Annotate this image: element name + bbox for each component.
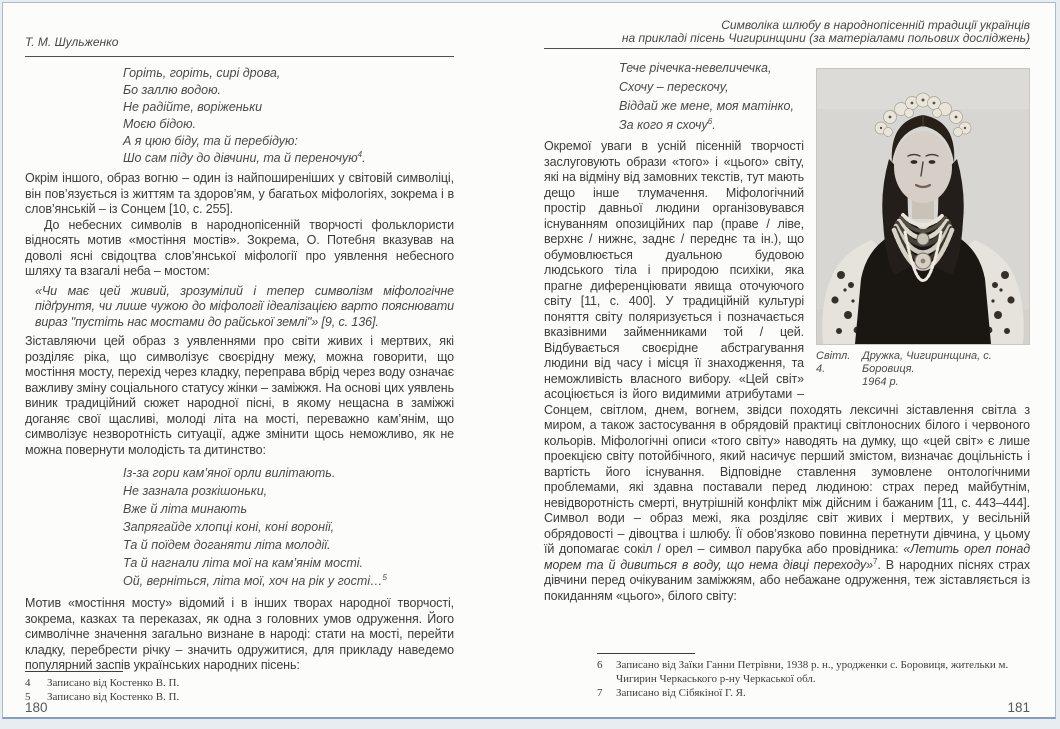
running-head-title-wrap <box>544 19 1030 49</box>
footnote-text: Записано від Костенко В. П. <box>47 691 180 703</box>
poem-line: За кого я схочу$^6$. <box>619 116 716 132</box>
photo-caption <box>816 350 1030 389</box>
footnote-ref-7: 7 <box>873 556 878 566</box>
paragraph-bridge-meaning: Зіставляючи цей образ з уявленнями про світи живих і мертвих, які розділяє ріка, що символізує своєрідну межу, можна говорити, що мостіння мосту, перехід через кладку, переправа вбрід через воду означає важливу зміну соціального статусу жінки – заміжжя. На основі цих уявлень виник традиційний сюжет народної пісні, в якому нещасна в заміжжі доганяє свої щасливі, молоді літа на мості, переважно кам’янім, що символізує незворотність ситуації, адже змінити щось неможливо, як не можна повернути молодість та дитинство: <box>25 334 454 457</box>
photo-figure <box>816 68 1030 389</box>
paragraph-bridge-motif: Мотив «мостіння мосту» відомий і в інших творах народної творчості, зокрема, казках та переказах, як одна з головних умов одруження. Його символічне значення загально визнане в народі: стати на мості, перейти кладку, перебрести річку – значить одружитися, для прикладу наведемо популярний заспів українських народних пісень: <box>25 596 454 672</box>
photo-caption-label: Світл. 4. <box>816 350 851 375</box>
poem-line: Не радійте, воріженьки <box>123 100 263 114</box>
woman-portrait-photo <box>816 68 1030 345</box>
poem-line: Та й нагнали літа мої на кам’янім мості. <box>123 556 363 570</box>
paragraph-two-worlds: Окремої уваги в усній пісенній творчості заслуговують образи «того» і «цього» світу, які на відміну від замовних текстів, тут мають дещо інше тлумачення. Міфологічний простір давньої людини організовувався існуванням опозиційних пар (праве / ліве, верхнє / нижнє, заднє / переднє та ін.), що обумовлюється дуальною будовою людського тіла і природою психіки, яка прагне диференціювати явища оточуючого світу [11, с. 400]. У традиційній культурі поняття світу поляризується і позначається вказівними займенниками той / цей. Відбувається своєрідне абстрагування людини від часу і місця її знаходження, та неможливість власного вибору. «Цей світ» асоціюється із його видимими атрибутами – Сонцем, світлом, днем, вогнем, звідси походять лексичні зіставлення світла з миром, а також застосування в обрядовій практиці світлоносних білого і червоного кольорів. Міфологічні описи «того світу» наводять на думку, що «цей світ» є лише проекцією світу потойбічного, який насичує перший змістом, визначає доцільність і вартість його існування. Відповідне ставлення зумовлене онтологічними проблемами, які здавна поставали перед людиною: страх перед майбутнім, невідворотність смерті, внутрішній конфлікт між дійсним і бажаним [11, с. 443–444]. Символ води – образ межі, яка розділяє світ живих і мертвих, у весільній обрядовості – дівоцтва і шлюбу. Її обов’язково повинна перетнути дівчина, у цьому їй допомагає сокіл / орел – символ парубка або провідника: «Летить орел понад морем та й дивиться в воду, що нема дівці переходу»$^7$. В народних піснях страх дівчини перед очікуваним заміжжям, або небажане одруження, теж зіставляється із покиданням «цього», білого світу: <box>544 139 1031 603</box>
footnote-ref-5: 5 <box>382 572 387 582</box>
footnote-rule <box>25 671 123 672</box>
footnote <box>597 686 1030 700</box>
page-number-left: 180 <box>25 700 48 715</box>
paragraph-sky-symbols: До небесних символів в народнопісенній творчості фольклористи відносять мотив «мостіння мостів». Зокрема, О. Потебня вказував на доволі ясні свідоцтва слов’янської міфології про уявлення небесного шляху та взагалі неба – мостом: <box>25 217 454 278</box>
poem-line: Не зазнала розкішоньки, <box>123 484 268 498</box>
page-181 <box>529 3 1055 717</box>
poem-line: Та й поїдем доганяти літа молодії. <box>123 538 331 552</box>
running-head-title-line2: на прикладі пісень Чигиринщини (за матеріалами польових досліджень) <box>621 30 1030 45</box>
footnote <box>597 658 1030 686</box>
footnote-text: Записано від Сібякіної Г. Я. <box>616 687 746 699</box>
book-spread <box>2 2 1056 719</box>
footnote-number: 4 <box>25 677 31 689</box>
poem-line: А я цюю біду, та й перебідую: <box>123 134 298 148</box>
inline-quote-eagle: «Летить орел понад морем та й дивиться в воду, що нема дівці переходу» <box>544 542 1031 572</box>
page-content <box>544 59 1030 604</box>
poem-line: Вже й літа минають <box>123 502 248 516</box>
footnote-number: 6 <box>597 659 603 671</box>
running-head-title-line1: Символіка шлюбу в народнопісенній традиції українців <box>721 18 1030 32</box>
paragraph-fire-symbol: Окрім іншого, образ вогню – один із найпоширеніших у світовій символіці, він пов’язується із життям та здоров’ям, у багатьох міфологіях, зокрема і в слов’янській – із Сонцем [10, с. 255]. <box>25 171 454 216</box>
footnote-ref-6: 6 <box>707 116 713 126</box>
footnote <box>25 690 454 704</box>
woman-portrait-illustration <box>817 69 1029 344</box>
footnote-number: 7 <box>597 687 603 699</box>
poem-line: Тече річечка-невеличечка, <box>619 61 772 75</box>
poem-line: Бо заллю водою. <box>123 83 221 97</box>
running-head-author-wrap <box>25 33 454 57</box>
footnote <box>25 676 454 690</box>
running-head-author: Т. М. Шульженко <box>25 35 119 49</box>
poem-line: Віддай же мене, моя матінко, <box>619 99 794 113</box>
poem-line: Запрягайде хлопці коні, коні воронії, <box>123 520 335 534</box>
poem-quote-years <box>123 464 454 590</box>
poem-line: Шо сам піду до дівчини, та й переночую$^4$. <box>123 149 366 165</box>
footnotes-left <box>25 671 454 704</box>
poem-line: Із-за гори кам’яної орли вилітають. <box>123 466 336 480</box>
footnote-text: Записано від Заїки Ганни Петрівни, 1938 р. н., уродженки с. Боровиця, жительки м. Чигирин Черкаського р-ну Черкаської обл. <box>616 659 1009 685</box>
poem-line: Схочу – перескочу, <box>619 80 729 94</box>
poem-line: Горіть, горіть, сирі дрова, <box>123 66 281 80</box>
photo-caption-text: Дружка, Чигиринщина, с. Боровиця. 1964 р. <box>862 350 992 388</box>
footnote-text: Записано від Костенко В. П. <box>47 677 180 689</box>
poem-quote-fire <box>123 65 454 167</box>
footnote-ref-4: 4 <box>357 149 363 159</box>
blockquote-potebnia: «Чи має цей живий, зрозумілий і тепер символізм міфологічне підґрунтя, чи лише чужою до міфології ідеалізацією варто пояснювати вираз "пустіть нас мостами до райської землі"» [9, с. 136]. <box>35 283 454 329</box>
footnote-rule <box>597 653 695 654</box>
footnote-number: 5 <box>25 691 31 703</box>
poem-line: Ой, верніться, літа мої, хоч на рік у гості…$^5$ <box>123 572 387 588</box>
page-180 <box>3 3 529 717</box>
page-number-right: 181 <box>1007 700 1030 715</box>
footnotes-right <box>597 653 1030 700</box>
poem-line: Моєю бідою. <box>123 117 196 131</box>
